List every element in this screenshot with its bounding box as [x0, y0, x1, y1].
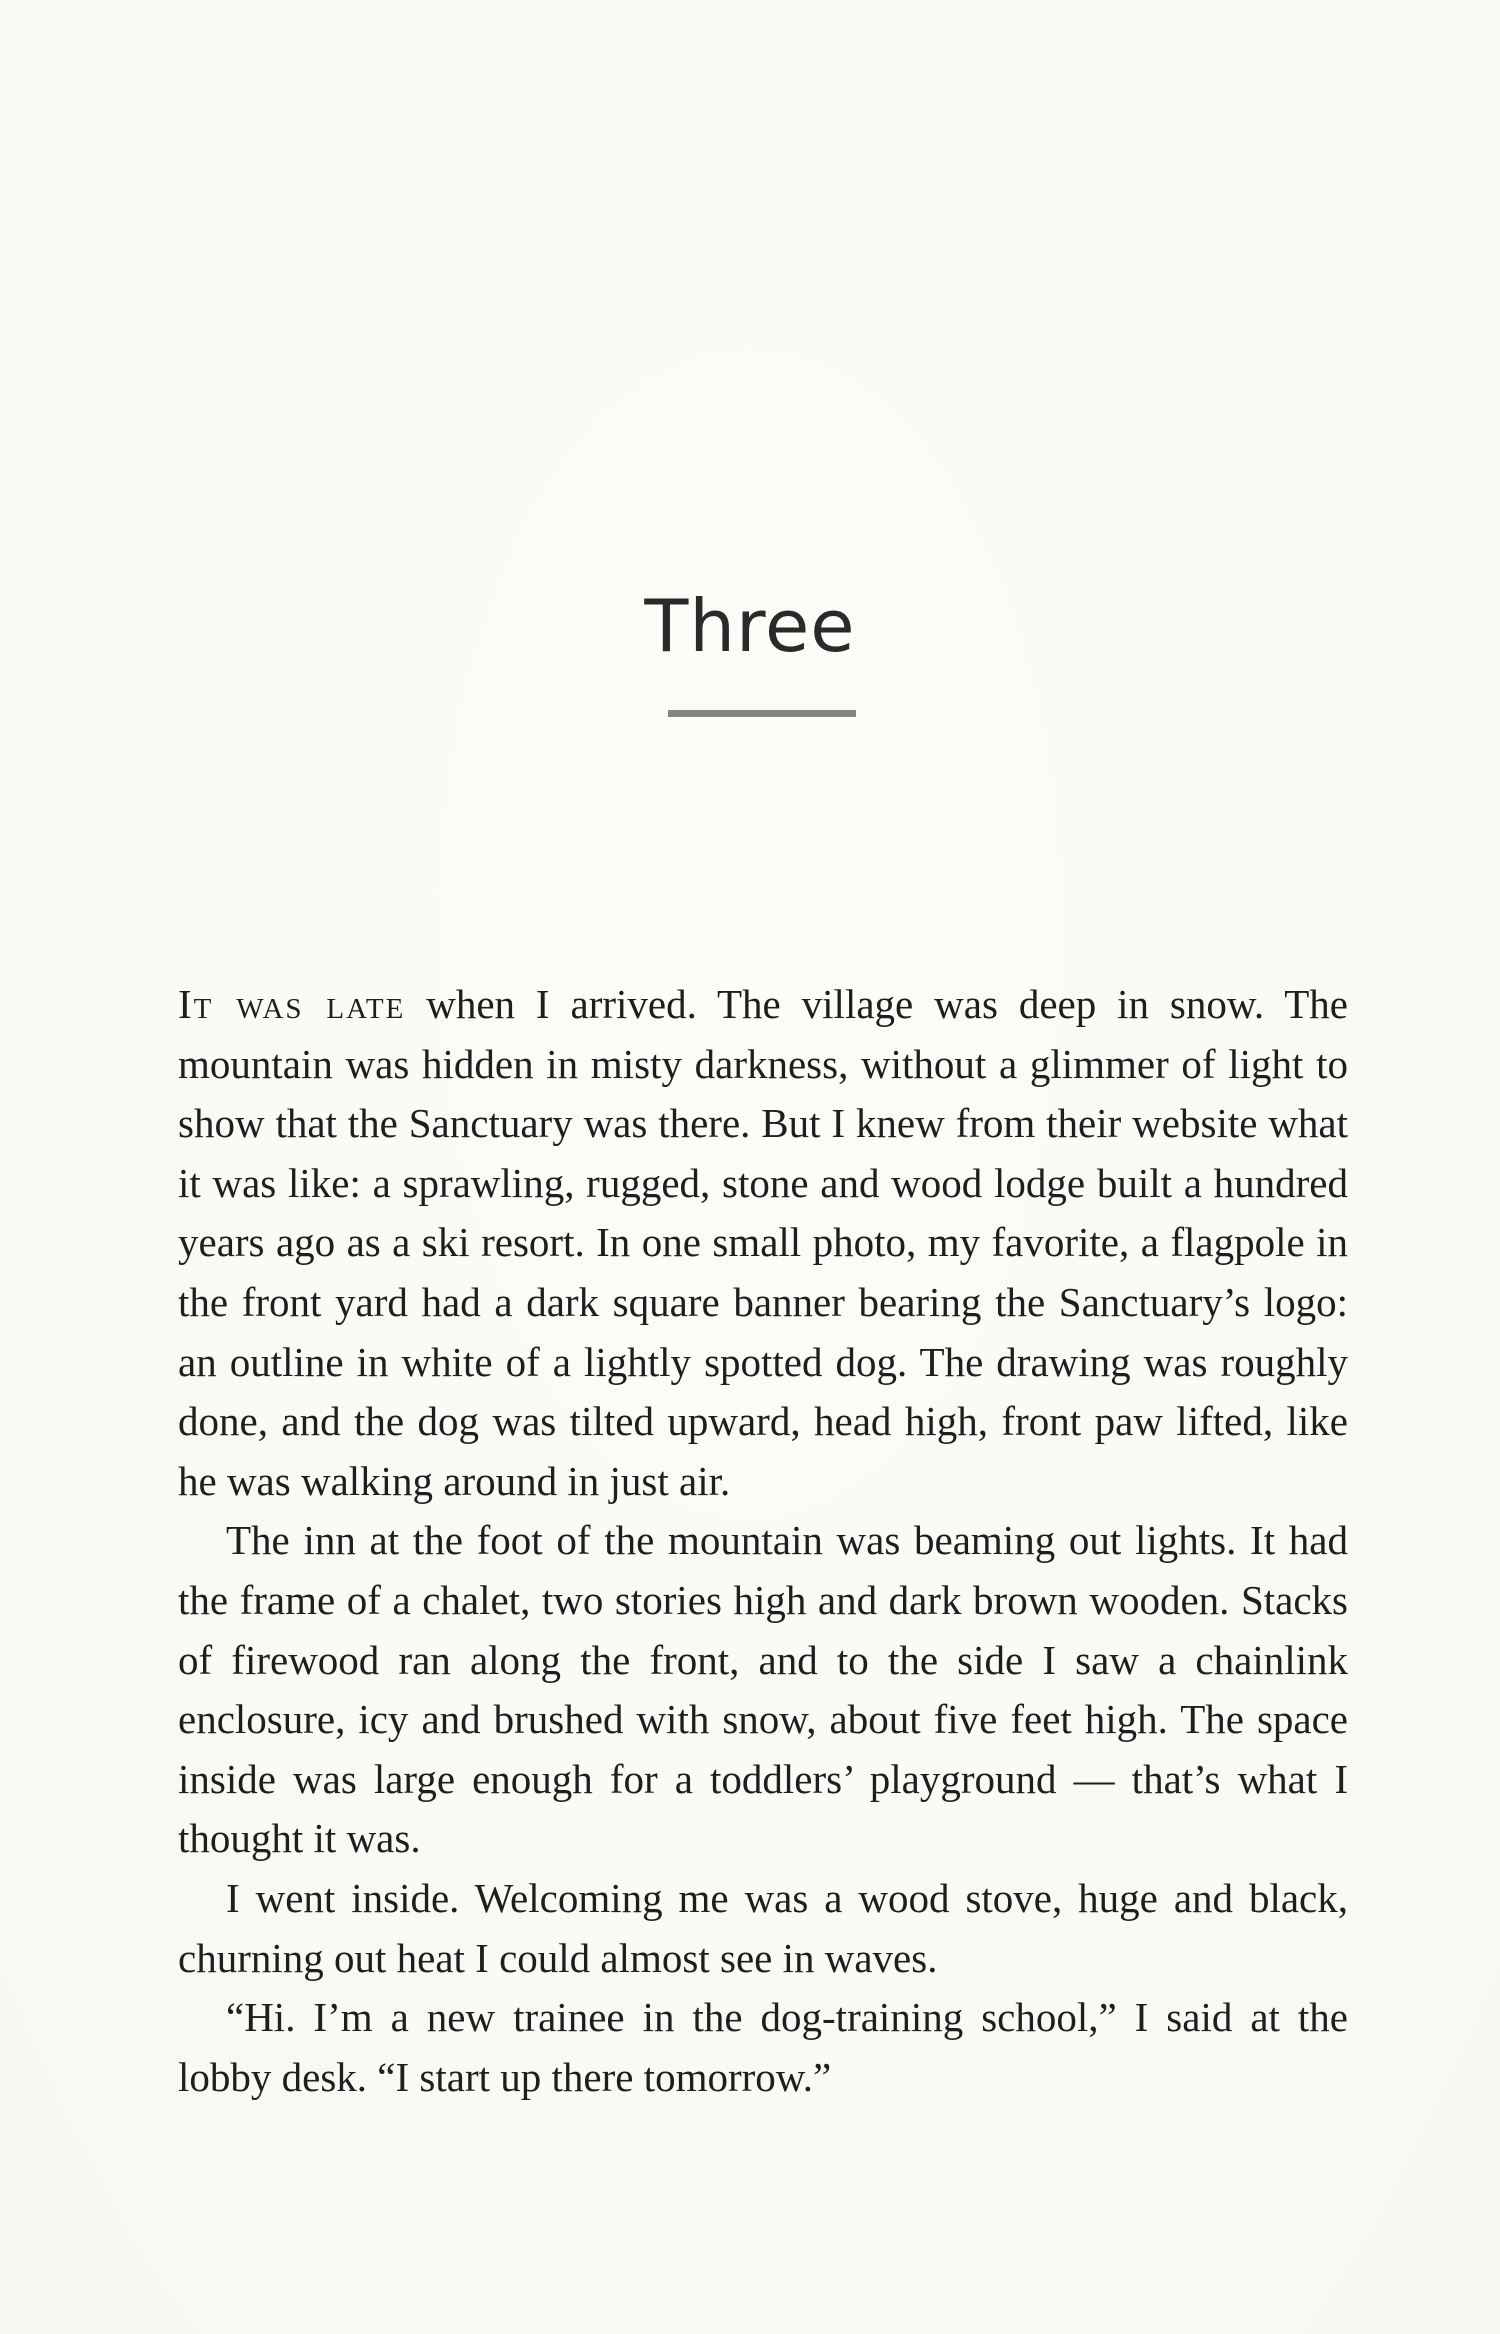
paragraph: “Hi. I’m a new trainee in the dog-training school,” I said at the lobby desk. “I start up there tomorrow.” — [178, 1994, 1348, 2100]
chapter-body — [178, 975, 1348, 2107]
paragraph: I went inside. Welcoming me was a wood stove, huge and black, churning out heat I could almost see in waves. — [178, 1874, 1348, 1981]
paragraph-text: when I arrived. The village was deep in snow. The mountain was hidden in misty darkness, without a glimmer of light to show that the Sanctuary was there. But I knew from their website what it was like: a sprawling, rugged, stone and wood lodge built a hundred years ago as a ski resort. In one small photo, my favorite, a flagpole in the front yard had a dark square banner bearing the Sanctuary’s logo: an outline in white of a lightly spotted dog. The drawing was roughly done, and the dog was tilted upward, head high, front paw lifted, like he was walking around in just air. — [178, 981, 1349, 1504]
paragraph — [178, 975, 1348, 1511]
title-rule — [668, 710, 856, 717]
chapter-title: Three — [644, 584, 856, 668]
paragraph: The inn at the foot of the mountain was beaming out lights. It had the frame of a chalet, two stories high and dark brown wooden. Stacks of firewood ran along the front, and to the side I saw a chainlink enclosure, icy and brushed with snow, about five feet high. The space inside was large enough for a toddlers’ playground — that’s what I thought it was. — [178, 1517, 1348, 1862]
paragraph-lead: It was late — [178, 981, 406, 1027]
